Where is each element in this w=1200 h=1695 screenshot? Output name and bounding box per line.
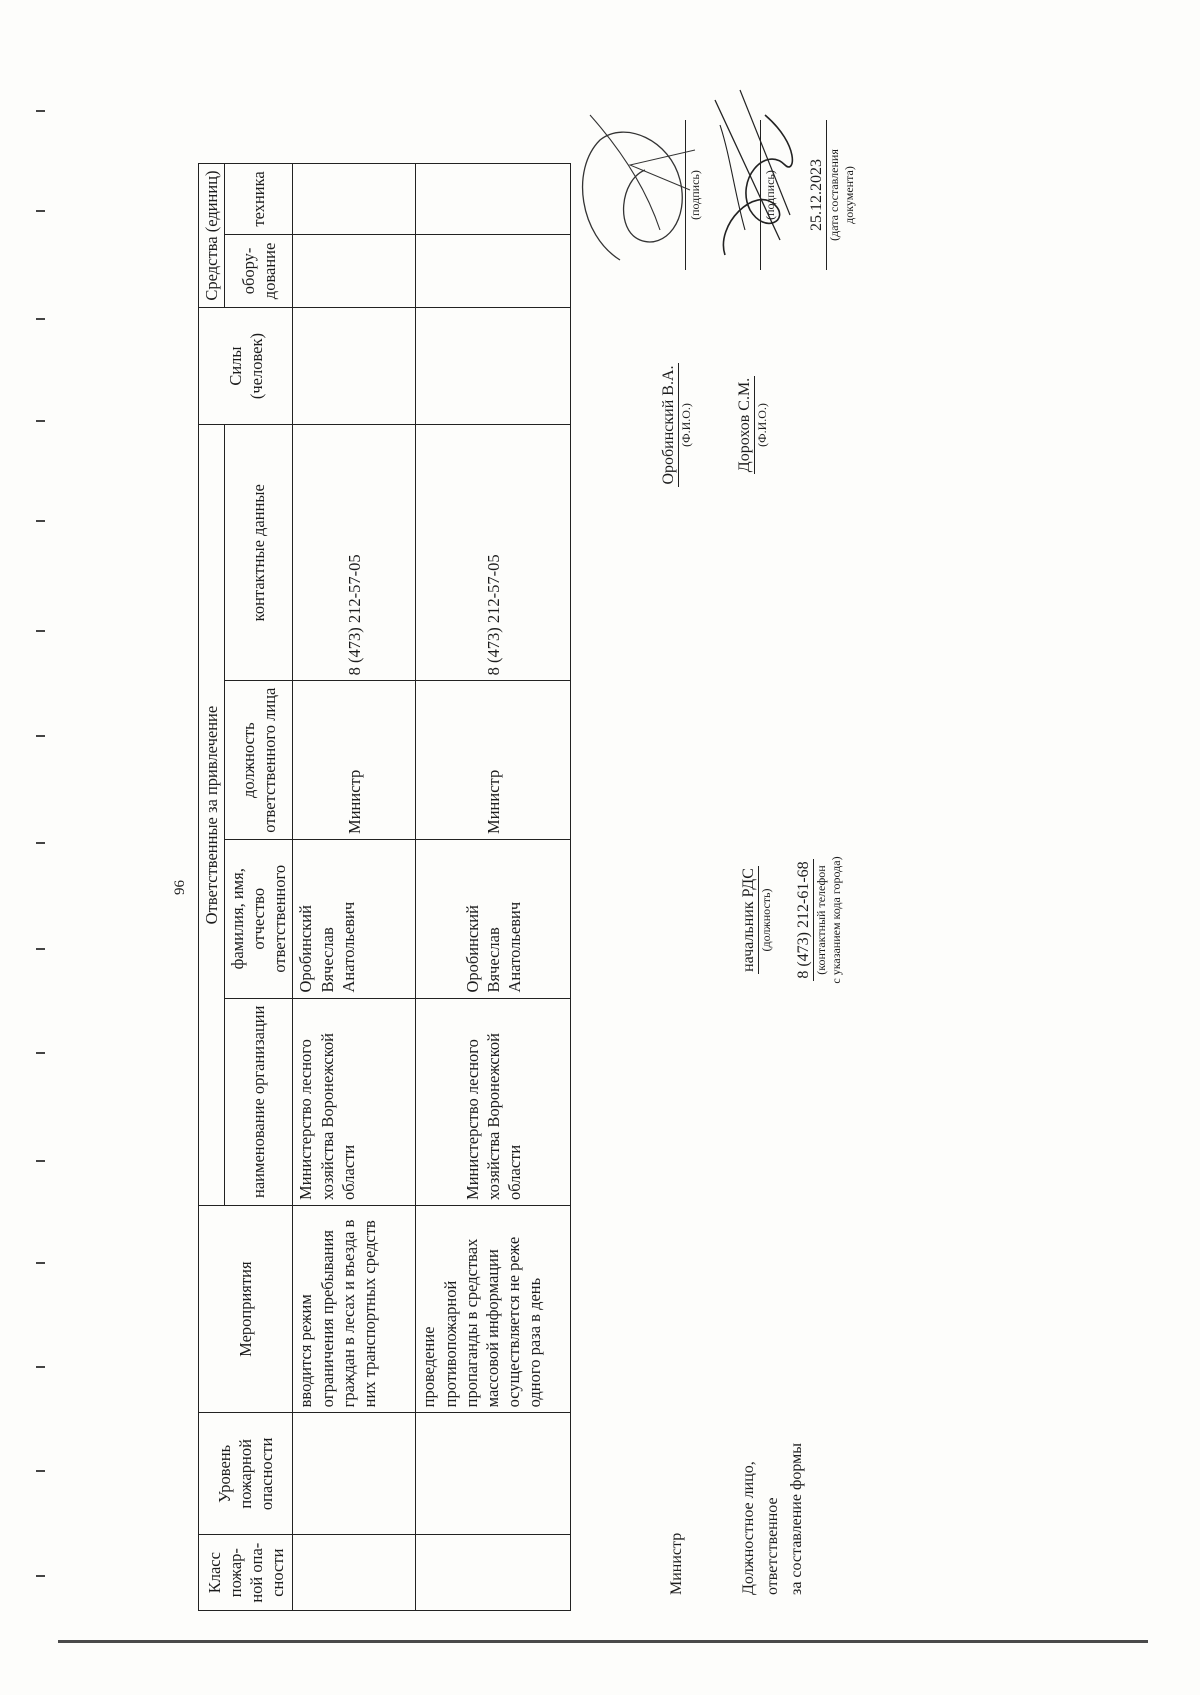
cell-fire-level <box>293 1413 416 1535</box>
responsible-signature-image <box>695 75 815 275</box>
header-forces: Силы (человек) <box>199 308 293 425</box>
cell-machinery <box>416 164 571 235</box>
header-equipment: обору-дование <box>225 234 293 307</box>
cell-equipment <box>416 234 571 307</box>
date-value: 25.12.2023 <box>808 120 827 270</box>
cell-position: Министр <box>416 681 571 840</box>
page-number: 96 <box>172 880 188 895</box>
responsible-label-line-1: Должностное лицо, <box>740 1461 757 1595</box>
minister-label: Министр <box>668 1532 685 1595</box>
cell-equipment <box>293 234 416 307</box>
header-means: Средства (единиц) <box>199 164 225 308</box>
date-field <box>808 120 857 270</box>
responsible-fio-field <box>736 355 770 495</box>
responsible-fio-caption: (Ф.И.О.) <box>755 403 769 447</box>
responsible-signature-caption: (подпись) <box>763 170 777 220</box>
header-position: должность ответственного лица <box>225 681 293 840</box>
header-person-name: фамилия, имя, отчество ответственного <box>225 839 293 998</box>
header-org-name: наименование организации <box>225 998 293 1205</box>
minister-fio-caption: (Ф.И.О.) <box>679 403 693 447</box>
cell-contacts: 8 (473) 212-57-05 <box>293 425 416 681</box>
header-machinery: техника <box>225 164 293 235</box>
cell-fire-class <box>293 1535 416 1611</box>
position-value: начальник РДС <box>740 868 757 972</box>
cell-org: Министерство лесного хозяйства Воронежской области <box>416 998 571 1205</box>
cell-fire-class <box>416 1535 571 1611</box>
table-row <box>416 164 571 1611</box>
date-caption-2: документа) <box>842 166 856 224</box>
minister-signature-caption: (подпись) <box>688 170 702 220</box>
cell-org: Министерство лесного хозяйства Воронежской области <box>293 998 416 1205</box>
cell-machinery <box>293 164 416 235</box>
phone-value: 8 (473) 212-61-68 <box>795 861 812 979</box>
position-caption: (должность) <box>759 888 773 952</box>
table-row <box>293 164 416 1611</box>
cell-fire-level <box>416 1413 571 1535</box>
header-responsible: Ответственные за привлечение <box>199 425 225 1206</box>
responsible-label-line-2: ответственное <box>764 1497 781 1595</box>
cell-measure: проведение противопожарной пропаганды в средствах массовой информации осуществляется не реже одного раза в день <box>416 1205 571 1412</box>
cell-person: Оробинский Вячеслав Анатольевич <box>293 839 416 998</box>
responsible-label-line-3: за составление формы <box>788 1443 805 1595</box>
date-caption-1: (дата составления <box>827 149 841 241</box>
header-measures: Мероприятия <box>199 1205 293 1412</box>
cell-measure: вводится режим ограничения пребывания граждан в лесах и въезда в них транспортных средств <box>293 1205 416 1412</box>
phone-field <box>795 835 844 1005</box>
cell-contacts: 8 (473) 212-57-05 <box>416 425 571 681</box>
header-contacts: контактные данные <box>225 425 293 681</box>
phone-caption-1: (контактный телефон <box>814 865 828 975</box>
responsible-fio: Дорохов С.М. <box>736 377 753 473</box>
fire-measures-table <box>198 163 571 1611</box>
cell-position: Министр <box>293 681 416 840</box>
cell-forces <box>416 308 571 425</box>
header-fire-class: Класс пожар-ной опа-сности <box>199 1535 293 1611</box>
cell-person: Оробинский Вячеслав Анатольевич <box>416 839 571 998</box>
minister-fio-field <box>660 355 694 495</box>
header-fire-level: Уровень пожарной опасности <box>199 1413 293 1535</box>
cell-forces <box>293 308 416 425</box>
minister-fio: Оробинский В.А. <box>660 365 677 485</box>
position-field <box>740 845 774 995</box>
phone-caption-2: с указанием кода города) <box>829 856 843 984</box>
